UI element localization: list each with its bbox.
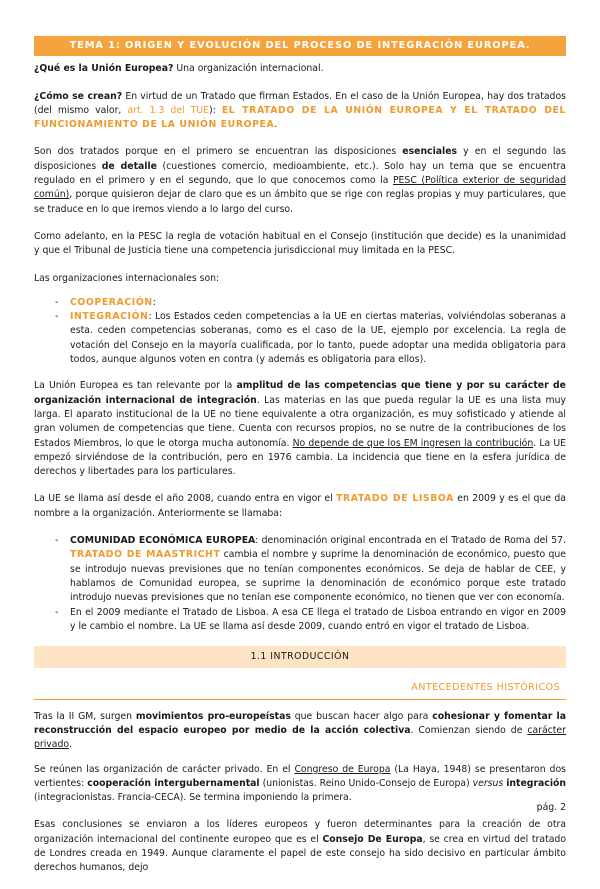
text: que buscan hacer algo para xyxy=(290,710,433,722)
italic-term: versus xyxy=(472,777,504,789)
paragraph-pesc: Como adelanto, en la PESC la regla de votación habitual en el Consejo (institución que decide) es la unanimidad y que el Tribunal de Justicia tiene una competencia jurisdiccional muy limitada en la PESC. xyxy=(34,230,566,257)
bold-term: Consejo De Europa xyxy=(322,833,423,845)
treaties-highlight: EL TRATADO DE LA UNIÓN EUROPEA Y EL TRATADO DEL FUNCIONAMIENTO DE LA UNIÓN EUROPEA xyxy=(34,104,567,131)
text: . La UE empezó sirviéndose de la contribución, pero en 1976 cambia. La incidencia que tiene en la esfera jurídica de derechos y libertades para los particulares. xyxy=(34,437,566,478)
section-heading: 1.1 INTRODUCCIÓN xyxy=(34,646,566,668)
paragraph-council-of-europe xyxy=(34,818,566,875)
former-names-list xyxy=(34,534,566,634)
underlined-term: Congreso de Europa xyxy=(294,763,391,775)
article-reference: art. 1.3 del TUE xyxy=(127,104,210,116)
list-item xyxy=(70,310,566,367)
text: La UE se llama así desde el año 2008, cuando entra en vigor el xyxy=(34,493,337,505)
text: En virtud de un Tratado que firman Estados. En el caso de la Unión Europea, hay dos tratados (del mismo valor, xyxy=(34,90,566,116)
text: . Las materias en las que pueda regular la UE es una lista muy larga. El aparato institucional de la UE no tiene equivalente a otra organización, es muy sofisticado y atiende al gran volumen de competencias que tiene. Cuenta con recursos propios, no se nutre de la contribuciones de los Estados Miembros, lo que le otorga mucha autonomía. xyxy=(34,394,567,449)
text: ): xyxy=(209,104,222,116)
text: Esas conclusiones se enviaron a los líderes europeos y fueron determinantes para la creación de otra organización internacional del continente europeo que es el xyxy=(34,819,566,845)
page-number: pág. 2 xyxy=(536,802,566,813)
question: ¿Cómo se crean? xyxy=(34,90,123,102)
text: Tras la II GM, surgen xyxy=(34,710,136,722)
integration-label: INTEGRACIÓN xyxy=(70,311,149,323)
text: (cuestiones comercio, medioambiente, etc.). Solo hay un tema que se encuentra regulado en el primero y en el segundo, que lo que conocemos como la xyxy=(34,160,566,187)
paragraph-how-created xyxy=(34,90,566,133)
text: . xyxy=(68,739,72,751)
underlined-term: carácter privado xyxy=(34,724,566,751)
bold-term: de detalle xyxy=(101,160,157,172)
text: La Unión Europea es tan relevante por la xyxy=(34,380,237,392)
list-item xyxy=(70,534,566,605)
answer: Una organización internacional. xyxy=(173,63,324,75)
paragraph-two-treaties xyxy=(34,145,566,216)
text: Son dos tratados porque en el primero se encuentran las disposiciones xyxy=(34,146,403,158)
text: (integracionistas. Francia-CECA). Se termina imponiendo la primera. xyxy=(34,792,352,804)
paragraph-relevance xyxy=(34,379,566,479)
lisbon-treaty-highlight: TRATADO DE LISBOA xyxy=(336,493,454,505)
maastricht-highlight: TRATADO DE MAASTRICHT xyxy=(70,549,221,561)
underlined-term: No depende de que los EM ingresen la contribución xyxy=(292,437,534,449)
text: , porque quisieron dejar de claro que es un ámbito que se rige con reglas propias y muy particulares, que se traduce en lo que iremos viendo a lo largo del curso. xyxy=(34,189,566,215)
text: : xyxy=(152,296,156,308)
underlined-term: PESC (Política exterior de seguridad común) xyxy=(34,175,566,201)
text: y en el segundo las disposiciones xyxy=(34,146,566,172)
text: . xyxy=(274,119,278,131)
document-page xyxy=(34,36,566,889)
paragraph-congress xyxy=(34,763,566,806)
text: . Comienzan siendo de xyxy=(410,724,528,736)
org-types-list xyxy=(34,296,566,367)
text: en 2009 y es el que da nombre a la organización. Anteriormente se llamaba: xyxy=(34,493,566,519)
text: (La Haya, 1948) se presentaron dos vertientes: xyxy=(34,763,566,789)
text: , se crea en virtud del tratado de Londres creada en 1949. Aunque claramente el papel de este consejo ha sido decisivo en particular ámbito derechos humanos, dejo xyxy=(34,833,567,874)
bold-term: movimientos pro-europeístas xyxy=(135,710,291,722)
paragraph-post-war xyxy=(34,710,566,753)
list-item xyxy=(70,296,566,310)
paragraph-org-types: Las organizaciones internacionales son: xyxy=(34,272,220,284)
paragraph-what-is-eu xyxy=(34,62,566,76)
subsection-heading: ANTECEDENTES HISTÓRICOS xyxy=(34,681,566,699)
text: (unionistas. Reino Unido-Consejo de Europa) xyxy=(259,777,473,789)
bold-term: cohesionar y fomentar la reconstrucción del espacio europeo por medio de la acción colectiva xyxy=(34,710,566,736)
bold-term: esenciales xyxy=(402,146,458,158)
text: : denominación original encontrada en el Tratado de Roma del 57. xyxy=(255,535,567,547)
text: Se reúnen las organización de carácter privado. En el xyxy=(34,763,295,775)
bold-term: amplitud de las competencias que tiene y por su carácter de organización internacional de integración xyxy=(34,380,566,406)
text: cambia el nombre y suprime la denominación de económico, puesto que se introdujo nuevas previsiones que no tenían componentes económicos. Se deja de hablar de CEE, y hablamos de Comunidad europea, se suprime la denominación de económico porque este tratado introdujo nuevas previsiones que no tenían ese componente económico, no tienen que ver con economía. xyxy=(70,549,566,604)
list-item: - En el 2009 mediante el Tratado de Lisboa. A esa CE llega el tratado de Lisboa entrando en vigor en 2009 y le cambio el nombre. La UE se llama así desde 2009, cuando entró en vigor el tratado de Lisboa. xyxy=(70,606,566,635)
question: ¿Qué es la Unión Europea? xyxy=(34,63,174,75)
bold-term: cooperación intergubernamental xyxy=(87,777,260,789)
cooperation-label: COOPERACIÓN xyxy=(70,296,153,308)
text: : Los Estados ceden competencias a la UE en ciertas materias, volviéndolas soberanas a esta. ceden competencias soberanas, como es el caso de la UE, ejemplo por excelencia. La regla de votación del Consejo en la mayoría cualificada, por lo tanto, puede adoptar una medida obligatoria para todos, aunque algunos voten en contra (y además es obligatoria para ellos). xyxy=(70,311,566,366)
bold-term: COMUNIDAD ECONÓMICA EUROPEA xyxy=(70,535,256,547)
paragraph-name xyxy=(34,492,566,521)
bold-term: integración xyxy=(506,777,567,789)
chapter-title: TEMA 1: ORIGEN Y EVOLUCIÓN DEL PROCESO DE INTEGRACIÓN EUROPEA. xyxy=(34,36,566,56)
